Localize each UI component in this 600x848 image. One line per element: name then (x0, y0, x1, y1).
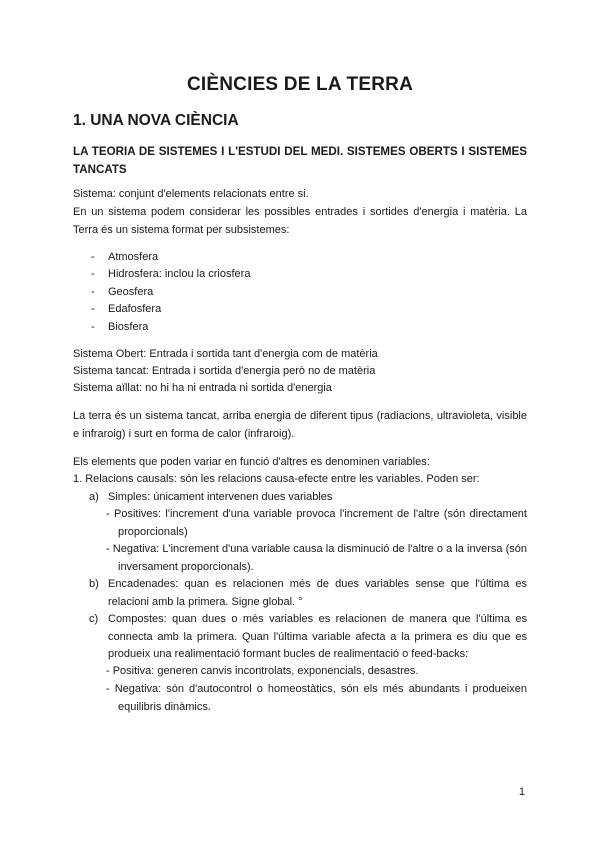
list-item: Edafosfera (108, 303, 162, 315)
item-c-negative: - Negativa: són d'autocontrol o homeostàtics, són els més abundants i produeixen equilibris dinàmics. (106, 683, 527, 713)
item-a-text: Simples: únicament intervenen dues variables (108, 491, 333, 503)
item-c-text: Compostes: quan dues o més variables es relacionen de manera que l'última es connecta amb la primera. Quan l'última variable afecta a la primera es diu que es produeix una realimentació formant bucles de realimentació o feed-backs: (108, 613, 527, 660)
page-title: CIÈNCIES DE LA TERRA (186, 74, 414, 95)
item-c-positive: - Positiva: generen canvis incontrolats, exponencials, desastres. (106, 665, 419, 677)
system-type-isolated: Sistema aïllat: no hi ha ni entrada ni sortida d'energia (73, 382, 332, 394)
bullet-dash: - (91, 251, 95, 263)
item-a-negative: - Negativa: L'increment d'una variable causa la disminució de l'altre o a la inversa (són inversament proporcionals). (106, 543, 527, 573)
item-label-b: b) (89, 578, 99, 590)
bullet-dash: - (91, 303, 95, 315)
bullet-dash: - (91, 286, 95, 298)
item-label-a: a) (89, 491, 99, 503)
page-number: 1 (518, 786, 525, 798)
section-heading: 1. UNA NOVA CIÈNCIA (73, 112, 239, 129)
list-item: Geosfera (108, 286, 154, 298)
item-a-positive: - Positives: l'increment d'una variable provoca l'increment de l'altre (són directament proporcionals) (106, 508, 527, 538)
earth-paragraph: La terra és un sistema tancat, arriba energia de diferent tipus (radiacions, ultravioleta, visible e infraroig) i surt en forma de calor (infraroig). (73, 410, 527, 440)
system-type-open: Sistema Obert: Entrada i sortida tant d'energia com de matèria (73, 348, 378, 360)
list-item: Hidrosfera: inclou la criosfera (108, 268, 251, 280)
subsection-heading: LA TEORIA DE SISTEMES I L'ESTUDI DEL MEDI. SISTEMES OBERTS I SISTEMES TANCATS (73, 145, 527, 176)
list-item: Biosfera (108, 321, 149, 333)
system-type-closed: Sistema tancat: Entrada i sortida d'energia però no de matèria (73, 365, 376, 377)
list-item: Atmosfera (108, 251, 159, 263)
causal-relations-intro: 1. Relacions causals: són les relacions causa-efecte entre les variables. Poden ser: (73, 473, 480, 485)
bullet-dash: - (91, 321, 95, 333)
item-b-text: Encadenades: quan es relacionen més de dues variables sense que l'última es relacioni amb la primera. Signe global. ° (108, 578, 527, 608)
variables-intro: Els elements que poden variar en funció d'altres es denominen variables: (73, 456, 430, 468)
intro-definition: Sistema: conjunt d'elements relacionats entre si. (73, 188, 309, 200)
intro-paragraph: En un sistema podem considerar les possibles entrades i sortides d'energia i matèria. La Terra és un sistema format per subsistemes: (73, 206, 527, 236)
item-label-c: c) (89, 613, 99, 625)
bullet-dash: - (91, 268, 95, 280)
